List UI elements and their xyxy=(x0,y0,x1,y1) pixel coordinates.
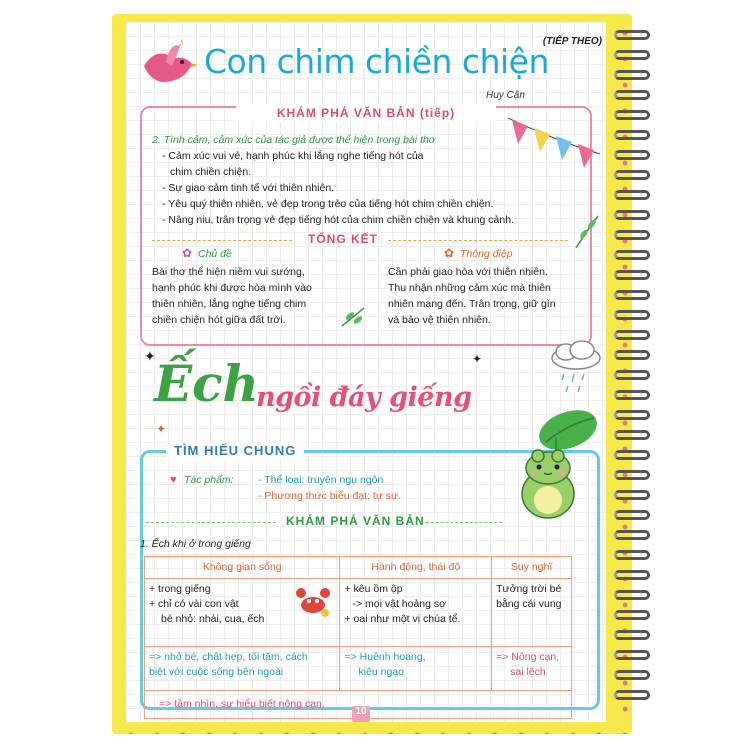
spiral-ring xyxy=(614,590,650,600)
summary-divider-left xyxy=(152,240,292,241)
table-header-cell: Suy nghĩ xyxy=(492,557,572,579)
leaf-sprig-icon xyxy=(572,212,602,252)
lesson2-title-part2: ngồi đáy giếng xyxy=(256,382,472,413)
spiral-ring xyxy=(614,450,650,460)
bunting-icon xyxy=(506,114,602,174)
spiral-ring xyxy=(614,250,650,260)
section1-heading: KHÁM PHÁ VĂN BẢN (tiếp) xyxy=(276,106,456,120)
spiral-ring xyxy=(614,190,650,200)
bullet-1b: chim chiền chiện. xyxy=(170,166,252,178)
spiral-ring xyxy=(614,210,650,220)
theme-line-4: chiền chiện hót giữa đất trời. xyxy=(152,314,286,326)
table-cell: => tầm nhìn, sự hiểu biết nông cạn. xyxy=(145,691,572,719)
spiral-ring xyxy=(614,670,650,680)
spiral-ring xyxy=(614,550,650,560)
spiral-ring xyxy=(614,110,650,120)
lesson2-title-part1: Ếch xyxy=(154,354,259,413)
spiral-ring xyxy=(614,330,650,340)
cell-line: Tưởng trời bé xyxy=(496,583,562,595)
bullet-1: - Cảm xúc vui vẻ, hạnh phúc khi lắng nghe tiếng hót của xyxy=(162,150,424,162)
spiral-binding xyxy=(614,30,654,730)
table-cell xyxy=(340,647,492,691)
work-label: Tác phẩm: xyxy=(184,474,234,486)
cell-line: + kêu ồm ộp xyxy=(344,583,403,595)
spiral-ring xyxy=(614,230,650,240)
table-cell xyxy=(340,579,492,647)
cell-line: + oai như một vị chúa tể. xyxy=(344,613,461,625)
cell-line: + trong giếng xyxy=(149,583,211,595)
page-title: Con chim chiền chiện xyxy=(204,42,549,81)
spiral-ring xyxy=(614,650,650,660)
theme-line-1: Bài thơ thể hiện niềm vui sướng, xyxy=(152,266,305,278)
heart-icon: ♥ xyxy=(170,474,177,486)
leaf-sprig-icon xyxy=(338,304,368,330)
sparkle-icon: ✦ xyxy=(472,352,483,366)
spiral-ring xyxy=(614,390,650,400)
table-cell xyxy=(492,647,572,691)
cell-line: biệt với cuộc sống bên ngoài xyxy=(149,666,284,678)
cell-line: sai lệch xyxy=(510,666,546,678)
spiral-ring xyxy=(614,150,650,160)
spiral-ring xyxy=(614,530,650,540)
sub-title: 1. Ếch khi ở trong giếng xyxy=(140,538,251,550)
spiral-ring xyxy=(614,90,650,100)
spiral-ring xyxy=(614,470,650,480)
table-header-cell: Hành động, thái độ xyxy=(340,557,492,579)
message-line-2: Thu nhận những cảm xúc mà thiên xyxy=(388,282,551,294)
genre-line: - Thể loại: truyện ngụ ngôn xyxy=(258,474,384,486)
spiral-ring xyxy=(614,370,650,380)
point-title: 2. Tình cảm, cảm xúc của tác giả được thể hiện trong bài thơ xyxy=(152,134,436,146)
explore-divider-right xyxy=(426,522,502,523)
message-label: Thông điệp xyxy=(460,248,513,260)
spiral-ring xyxy=(614,490,650,500)
spiral-ring xyxy=(614,430,650,440)
continued-label: (TIẾP THEO) xyxy=(542,36,602,47)
cell-line: -> mọi vật hoảng sợ xyxy=(352,598,447,610)
bullet-3: - Yêu quý thiên nhiên, vẻ đẹp trong trẻo của tiếng hót chim chiền chiện. xyxy=(162,198,494,210)
flower-icon: ✿ xyxy=(444,246,455,260)
spiral-ring xyxy=(614,270,650,280)
cell-line: => Huênh hoang, xyxy=(344,651,426,663)
frog-icon xyxy=(506,402,606,522)
message-line-1: Cần phải giao hòa với thiên nhiên. xyxy=(388,266,548,278)
theme-label: Chủ đề xyxy=(198,248,232,260)
spiral-ring xyxy=(614,290,650,300)
cell-line: bé nhỏ: nhái, cua, ếch xyxy=(161,613,265,625)
bullet-4: - Nâng niu, trân trọng vẻ đẹp tiếng hót của chim chiền chiện và khung cảnh. xyxy=(162,214,514,226)
bullet-2: - Sự giao cảm tinh tế với thiên nhiên. xyxy=(162,182,335,194)
author-name: Huy Cận xyxy=(486,90,525,101)
spiral-ring xyxy=(614,30,650,40)
explore-divider-left xyxy=(146,522,276,523)
analysis-table xyxy=(144,556,572,719)
crab-icon xyxy=(293,583,333,617)
table-cell xyxy=(145,579,340,647)
spiral-ring xyxy=(614,570,650,580)
general-heading-wrap xyxy=(166,442,304,460)
table-row xyxy=(145,647,572,691)
mode-line: - Phương thức biểu đạt: tự sự. xyxy=(258,490,401,502)
spiral-ring xyxy=(614,170,650,180)
spiral-ring xyxy=(614,410,650,420)
summary-heading: TỔNG KẾT xyxy=(308,232,378,246)
table-cell xyxy=(145,647,340,691)
spiral-ring xyxy=(614,630,650,640)
spiral-ring xyxy=(614,610,650,620)
cell-line: kiêu ngạo xyxy=(358,666,405,678)
cell-line: bằng cái vung xyxy=(496,598,562,610)
spiral-ring xyxy=(614,690,650,700)
theme-line-3: thiên nhiên, lắng nghe tiếng chim xyxy=(152,298,307,310)
sparkle-icon: ✦ xyxy=(144,348,156,364)
svg-text:♪: ♪ xyxy=(178,36,184,49)
table-cell xyxy=(492,579,572,647)
spiral-ring xyxy=(614,310,650,320)
general-heading: TÌM HIỂU CHUNG xyxy=(174,443,297,458)
page xyxy=(126,22,606,722)
spiral-ring xyxy=(614,130,650,140)
spiral-ring xyxy=(614,50,650,60)
section1-heading-wrap xyxy=(236,104,496,122)
cell-line: + chỉ có vài con vật xyxy=(149,598,239,610)
flower-icon: ✿ xyxy=(182,246,193,260)
spiral-ring xyxy=(614,70,650,80)
cell-line: => Nông cạn, xyxy=(496,651,560,663)
spiral-ring xyxy=(614,350,650,360)
rain-cloud-icon xyxy=(546,340,606,404)
message-line-3: nhiên mang đến. Trân trọng, giữ gìn xyxy=(388,298,556,310)
explore-heading: KHÁM PHÁ VĂN BẢN xyxy=(286,514,425,528)
summary-divider-right xyxy=(388,240,568,241)
table-header-row xyxy=(145,557,572,579)
sparkle-icon: ✦ xyxy=(156,422,167,436)
table-header-cell: Không gian sống xyxy=(145,557,340,579)
table-row xyxy=(145,579,572,647)
cell-line: => nhỏ bé, chật hẹp, tối tăm, cách xyxy=(149,651,308,663)
message-line-4: và bảo vệ thiên nhiên. xyxy=(388,314,491,326)
bird-icon xyxy=(136,36,198,92)
theme-line-2: hạnh phúc khi được hòa mình vào xyxy=(152,282,312,294)
page-number: 10 xyxy=(352,706,370,722)
spiral-ring xyxy=(614,510,650,520)
